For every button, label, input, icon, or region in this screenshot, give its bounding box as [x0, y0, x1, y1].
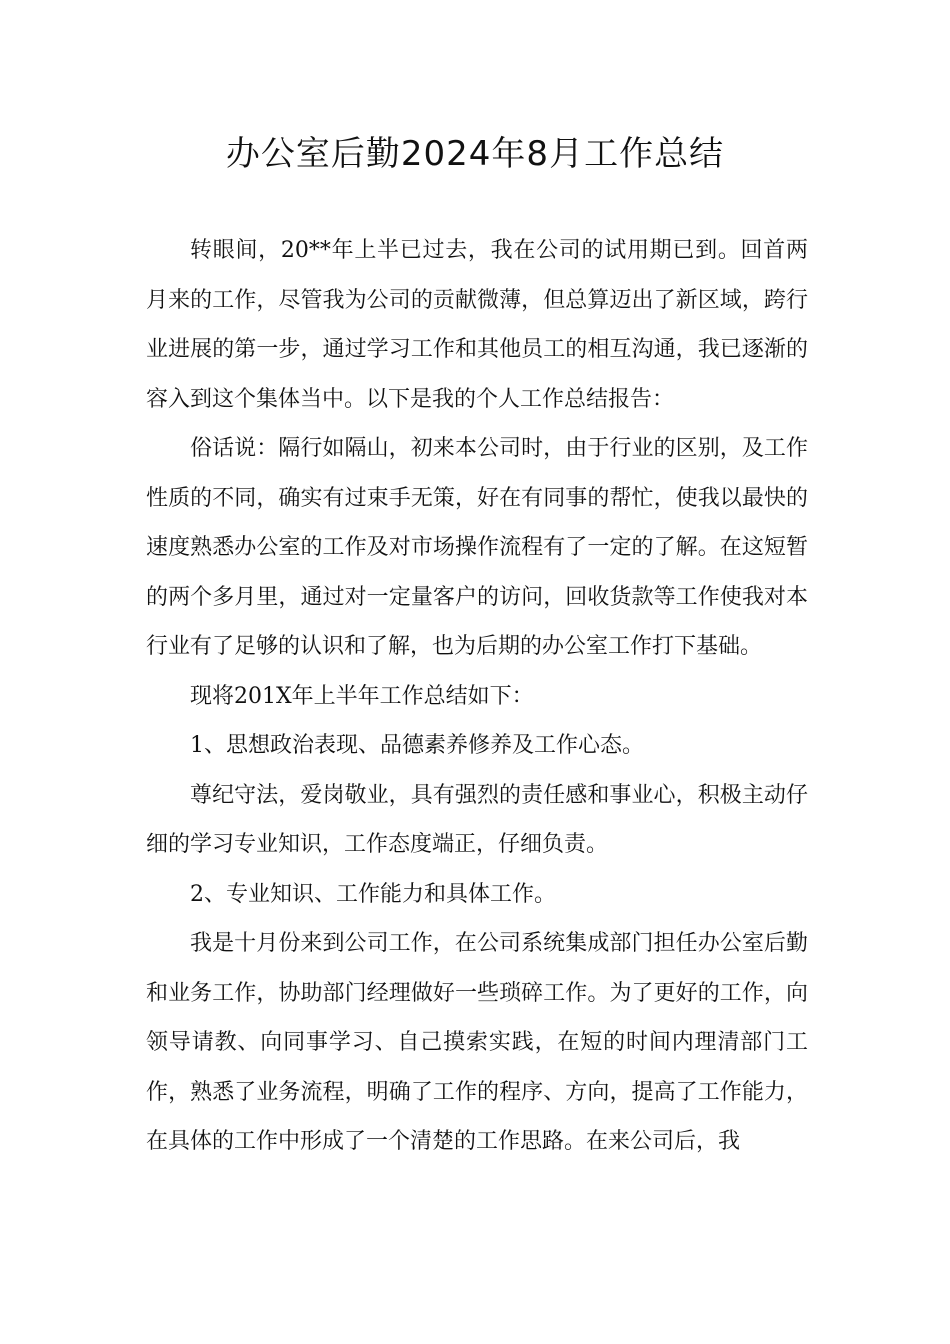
paragraph-attitude: 尊纪守法，爱岗敬业，具有强烈的责任感和事业心，积极主动仔细的学习专业知识，工作态度端正，仔细负责。 — [146, 782, 808, 857]
paragraph-adaptation: 俗话说：隔行如隔山，初来本公司时，由于行业的区别，及工作性质的不同，确实有过束手无策，好在有同事的帮忙，使我以最快的速度熟悉办公室的工作及对市场操作流程有了一定的了解。在这短暂的两个多月里，通过对一定量客户的访问，回收货款等工作使我对本行业有了足够的认识和了解，也为后期的办公室工作打下基础。 — [146, 436, 808, 659]
document-title: 办公室后勤2024年8月工作总结 — [225, 134, 725, 174]
paragraph-summary-lead: 现将201X年上半年工作总结如下： — [190, 683, 534, 709]
section-heading-2: 2、专业知识、工作能力和具体工作。 — [190, 881, 556, 907]
paragraph-intro: 转眼间，20**年上半已过去，我在公司的试用期已到。回首两月来的工作，尽管我为公司的贡献微薄，但总算迈出了新区域，跨行业进展的第一步，通过学习工作和其他员工的相互沟通，我已逐渐的容入到这个集体当中。以下是我的个人工作总结报告： — [146, 238, 808, 412]
document-body — [146, 226, 808, 1167]
paragraph-work: 我是十月份来到公司工作，在公司系统集成部门担任办公室后勤和业务工作，协助部门经理做好一些琐碎工作。为了更好的工作，向领导请教、向同事学习、自己摸索实践，在短的时间内理清部门工作，熟悉了业务流程，明确了工作的程序、方向，提高了工作能力，在具体的工作中形成了一个清楚的工作思路。在来公司后，我 — [146, 931, 808, 1154]
section-heading-1: 1、思想政治表现、品德素养修养及工作心态。 — [190, 733, 644, 758]
